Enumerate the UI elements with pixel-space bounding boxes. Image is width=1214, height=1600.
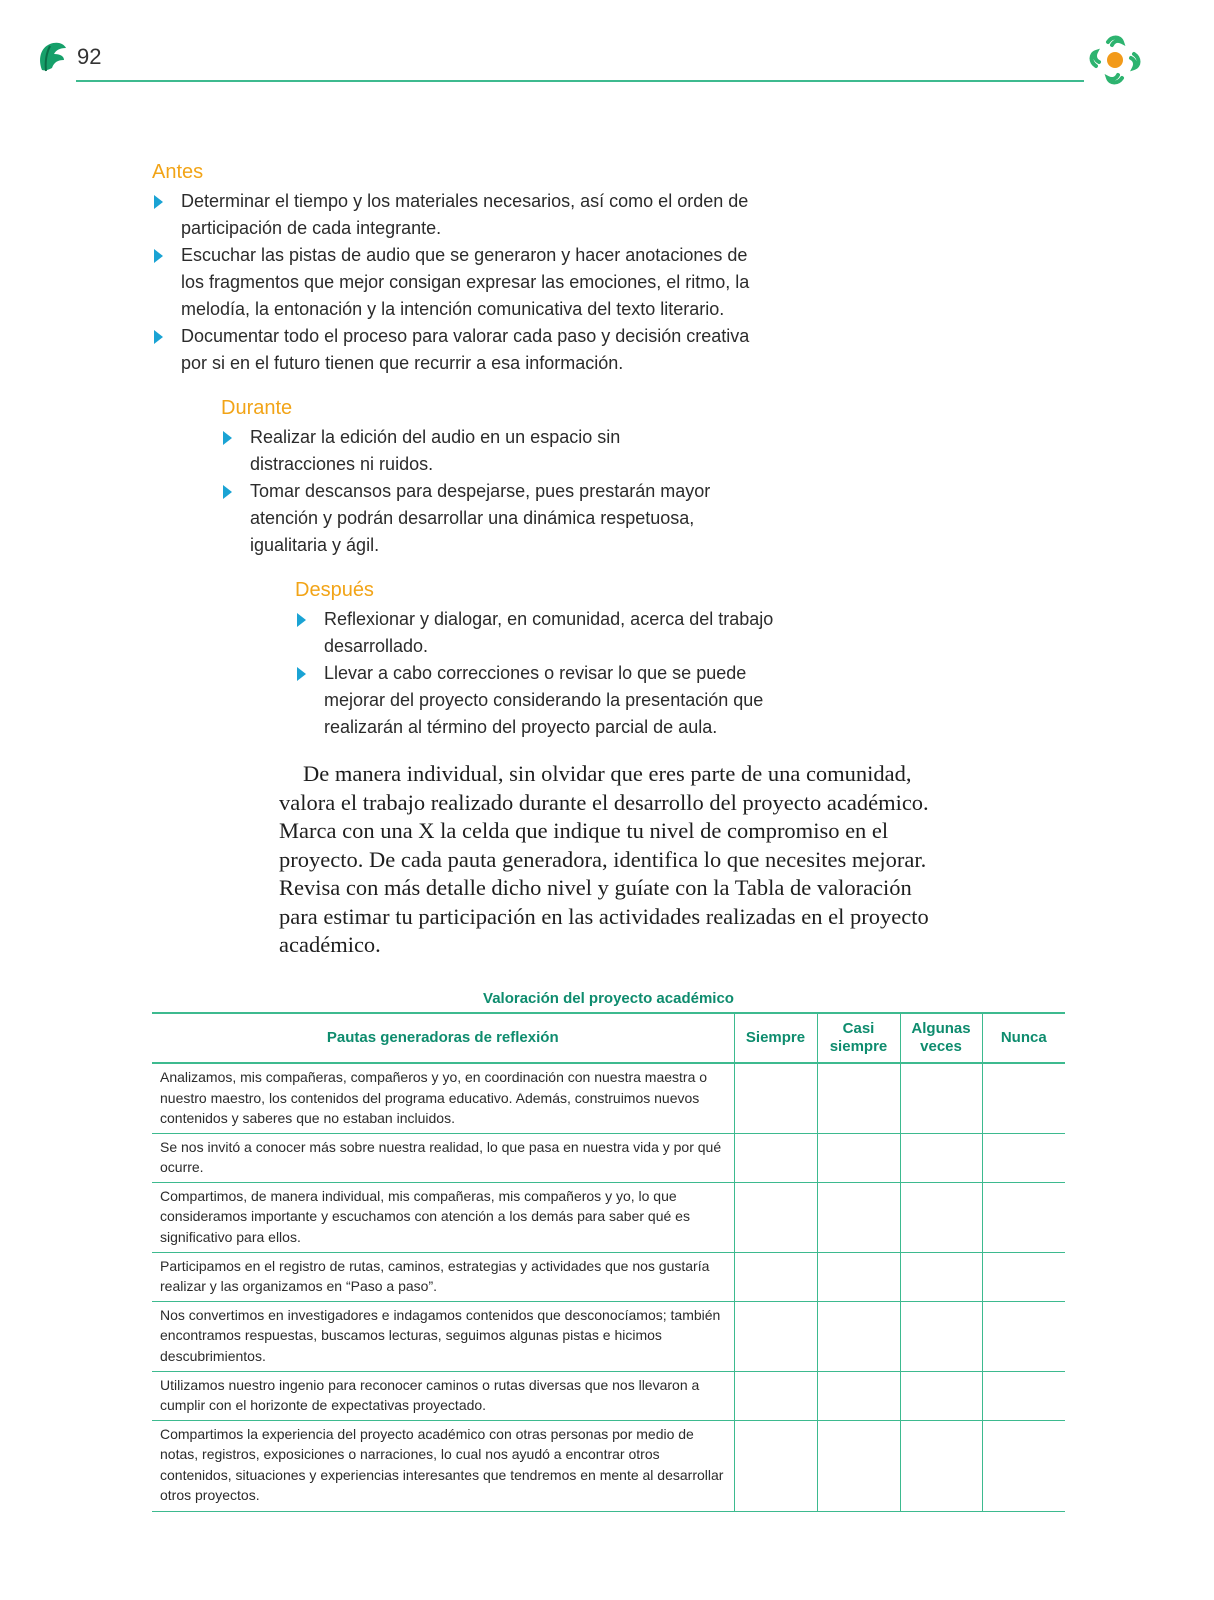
list-item bbox=[221, 424, 721, 478]
section-title: Antes bbox=[152, 161, 204, 183]
rating-cell-siempre[interactable] bbox=[734, 1133, 817, 1182]
table-row bbox=[152, 1371, 1065, 1420]
header-criteria: Pautas generadoras de reflexión bbox=[152, 1013, 734, 1063]
bullet-arrow-icon bbox=[154, 249, 163, 263]
header-nunca: Nunca bbox=[982, 1013, 1065, 1063]
bullet-arrow-icon bbox=[223, 431, 232, 445]
header-siempre: Siempre bbox=[734, 1013, 817, 1063]
list-item-text: Tomar descansos para despejarse, pues prestarán mayor atención y podrán desarrollar una dinámica respetuosa, igualitaria y ágil. bbox=[250, 481, 711, 555]
list-item-text: Documentar todo el proceso para valorar cada paso y decisión creativa por si en el futuro tienen que recurrir a esa información. bbox=[181, 326, 750, 373]
rating-cell-siempre[interactable] bbox=[734, 1252, 817, 1301]
rating-cell-nunca[interactable] bbox=[982, 1252, 1065, 1301]
section-title: Después bbox=[295, 579, 374, 601]
list-item bbox=[152, 188, 752, 242]
section-despues bbox=[295, 578, 805, 741]
section-antes bbox=[152, 160, 752, 377]
rating-cell-nunca[interactable] bbox=[982, 1133, 1065, 1182]
table-row bbox=[152, 1420, 1065, 1511]
section-durante bbox=[221, 396, 721, 559]
table-header-row bbox=[152, 1013, 1065, 1063]
header-casi-siempre: Casi siempre bbox=[817, 1013, 900, 1063]
rating-cell-algunas-veces[interactable] bbox=[900, 1420, 982, 1511]
list-item-text: Escuchar las pistas de audio que se generaron y hacer anotaciones de los fragmentos que mejor consigan expresar las emociones, el ritmo, la melodía, la entonación y la intención comunicativa del texto literario. bbox=[181, 245, 750, 319]
rating-cell-algunas-veces[interactable] bbox=[900, 1063, 982, 1133]
list-item-text: Determinar el tiempo y los materiales necesarios, así como el orden de participación de cada integrante. bbox=[181, 191, 749, 238]
rating-cell-siempre[interactable] bbox=[734, 1420, 817, 1511]
table-row bbox=[152, 1133, 1065, 1182]
list-item bbox=[295, 660, 805, 741]
table-row bbox=[152, 1252, 1065, 1301]
list-item bbox=[221, 478, 721, 559]
bullet-list bbox=[295, 606, 805, 741]
assessment-table bbox=[152, 1012, 1065, 1512]
section-title: Durante bbox=[221, 397, 293, 419]
rating-cell-siempre[interactable] bbox=[734, 1063, 817, 1133]
criteria-cell: Se nos invitó a conocer más sobre nuestra realidad, lo que pasa en nuestra vida y por qué ocurre. bbox=[152, 1133, 734, 1182]
flower-logo-icon bbox=[1088, 34, 1142, 86]
rating-cell-casi-siempre[interactable] bbox=[817, 1371, 900, 1420]
rating-cell-algunas-veces[interactable] bbox=[900, 1133, 982, 1182]
table-row bbox=[152, 1063, 1065, 1133]
rating-cell-casi-siempre[interactable] bbox=[817, 1252, 900, 1301]
bullet-arrow-icon bbox=[154, 330, 163, 344]
rating-cell-nunca[interactable] bbox=[982, 1420, 1065, 1511]
rating-cell-siempre[interactable] bbox=[734, 1182, 817, 1252]
list-item-text: Reflexionar y dialogar, en comunidad, acerca del trabajo desarrollado. bbox=[324, 609, 774, 656]
page-number: 92 bbox=[77, 44, 102, 69]
rating-cell-casi-siempre[interactable] bbox=[817, 1420, 900, 1511]
rating-cell-algunas-veces[interactable] bbox=[900, 1371, 982, 1420]
rating-cell-nunca[interactable] bbox=[982, 1301, 1065, 1371]
bullet-arrow-icon bbox=[297, 613, 306, 627]
rating-cell-casi-siempre[interactable] bbox=[817, 1133, 900, 1182]
rating-cell-siempre[interactable] bbox=[734, 1371, 817, 1420]
rating-cell-casi-siempre[interactable] bbox=[817, 1301, 900, 1371]
rating-cell-algunas-veces[interactable] bbox=[900, 1252, 982, 1301]
criteria-cell: Compartimos, de manera individual, mis compañeras, mis compañeros y yo, lo que consideramos importante y escuchamos con atención a los demás para saber qué es significativo para ellos. bbox=[152, 1182, 734, 1252]
rating-cell-siempre[interactable] bbox=[734, 1301, 817, 1371]
bullet-arrow-icon bbox=[297, 667, 306, 681]
list-item-text: Realizar la edición del audio en un espacio sin distracciones ni ruidos. bbox=[250, 427, 621, 474]
list-item bbox=[152, 242, 752, 323]
rating-cell-nunca[interactable] bbox=[982, 1371, 1065, 1420]
instructions-paragraph: De manera individual, sin olvidar que eres parte de una comunidad, valora el trabajo realizado durante el desarrollo del proyecto académico. Marca con una X la celda que indique tu nivel de compromiso en el proyecto. De cada pauta generadora, identifica lo que necesites mejorar. Revisa con más detalle dicho nivel y guíate con la Tabla de valoración para estimar tu participación en las actividades realizadas en el proyecto académico. bbox=[279, 761, 929, 957]
rating-cell-casi-siempre[interactable] bbox=[817, 1063, 900, 1133]
criteria-cell: Analizamos, mis compañeras, compañeros y yo, en coordinación con nuestra maestra o nuestro maestro, los contenidos del programa educativo. Además, construimos nuevos contenidos y saberes que no estaban incluidos. bbox=[152, 1063, 734, 1133]
rating-cell-algunas-veces[interactable] bbox=[900, 1301, 982, 1371]
table-title: Valoración del proyecto académico bbox=[483, 990, 734, 1007]
bullet-list bbox=[221, 424, 721, 559]
bullet-arrow-icon bbox=[223, 485, 232, 499]
table-row bbox=[152, 1182, 1065, 1252]
bullet-list bbox=[152, 188, 752, 377]
leaf-logo-icon bbox=[36, 40, 68, 74]
rating-cell-casi-siempre[interactable] bbox=[817, 1182, 900, 1252]
list-item bbox=[152, 323, 752, 377]
rating-cell-nunca[interactable] bbox=[982, 1182, 1065, 1252]
list-item-text: Llevar a cabo correcciones o revisar lo que se puede mejorar del proyecto considerando la presentación que realizarán al término del proyecto parcial de aula. bbox=[324, 663, 764, 737]
criteria-cell: Nos convertimos en investigadores e indagamos contenidos que desconocíamos; también encontramos respuestas, buscamos lecturas, seguimos algunas pistas e hicimos descubrimientos. bbox=[152, 1301, 734, 1371]
criteria-cell: Utilizamos nuestro ingenio para reconocer caminos o rutas diversas que nos llevaron a cumplir con el horizonte de expectativas proyectado. bbox=[152, 1371, 734, 1420]
rating-cell-nunca[interactable] bbox=[982, 1063, 1065, 1133]
header-divider bbox=[76, 80, 1084, 82]
rating-cell-algunas-veces[interactable] bbox=[900, 1182, 982, 1252]
bullet-arrow-icon bbox=[154, 195, 163, 209]
criteria-cell: Compartimos la experiencia del proyecto académico con otras personas por medio de notas, registros, exposiciones o narraciones, lo cual nos ayudó a encontrar otros contenidos, situaciones y experiencias interesantes que tendremos en mente al desarrollar otros proyectos. bbox=[152, 1420, 734, 1511]
criteria-cell: Participamos en el registro de rutas, caminos, estrategias y actividades que nos gustaría realizar y las organizamos en “Paso a paso”. bbox=[152, 1252, 734, 1301]
table-row bbox=[152, 1301, 1065, 1371]
header-algunas-veces: Algunas veces bbox=[900, 1013, 982, 1063]
list-item bbox=[295, 606, 805, 660]
